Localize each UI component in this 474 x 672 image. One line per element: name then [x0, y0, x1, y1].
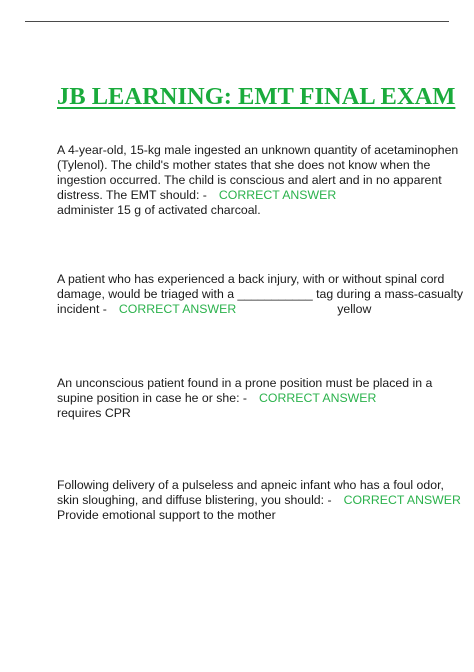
correct-answer-label: CORRECT ANSWER — [343, 493, 461, 507]
question-text-line: damage, would be triaged with a ___________ tag during a mass-casualty — [57, 287, 464, 301]
question-text-line: incident - — [57, 302, 107, 316]
question-text-line: A 4-year-old, 15-kg male ingested an unknown quantity of acetaminophen — [57, 143, 459, 157]
question-block-3 — [57, 376, 432, 421]
question-text-line: ingestion occurred. The child is conscious and alert and in no apparent — [57, 173, 442, 187]
question-text-line: (Tylenol). The child's mother states that she does not know when the — [57, 158, 431, 172]
answer-text: administer 15 g of activated charcoal. — [57, 203, 261, 217]
answer-text: yellow — [337, 302, 372, 316]
answer-text: Provide emotional support to the mother — [57, 508, 276, 522]
page-title: JB LEARNING: EMT FINAL EXAM — [57, 83, 456, 110]
question-block-4 — [57, 478, 461, 523]
question-block-2 — [57, 272, 463, 317]
question-text-line: Following delivery of a pulseless and apneic infant who has a foul odor, — [57, 478, 444, 492]
question-text-line: An unconscious patient found in a prone position must be placed in a — [57, 376, 433, 390]
answer-text: requires CPR — [57, 406, 131, 420]
page-top-rule — [25, 21, 449, 22]
correct-answer-label: CORRECT ANSWER — [218, 188, 337, 202]
question-block-1 — [57, 143, 458, 218]
correct-answer-label: CORRECT ANSWER — [259, 391, 377, 405]
question-text-line: A patient who has experienced a back injury, with or without spinal cord — [57, 272, 445, 286]
correct-answer-label: CORRECT ANSWER — [118, 302, 237, 316]
question-text-line: supine position in case he or she: - — [57, 391, 248, 405]
question-text-line: skin sloughing, and diffuse blistering, you should: - — [57, 493, 332, 507]
question-text-line: distress. The EMT should: - — [57, 188, 207, 202]
